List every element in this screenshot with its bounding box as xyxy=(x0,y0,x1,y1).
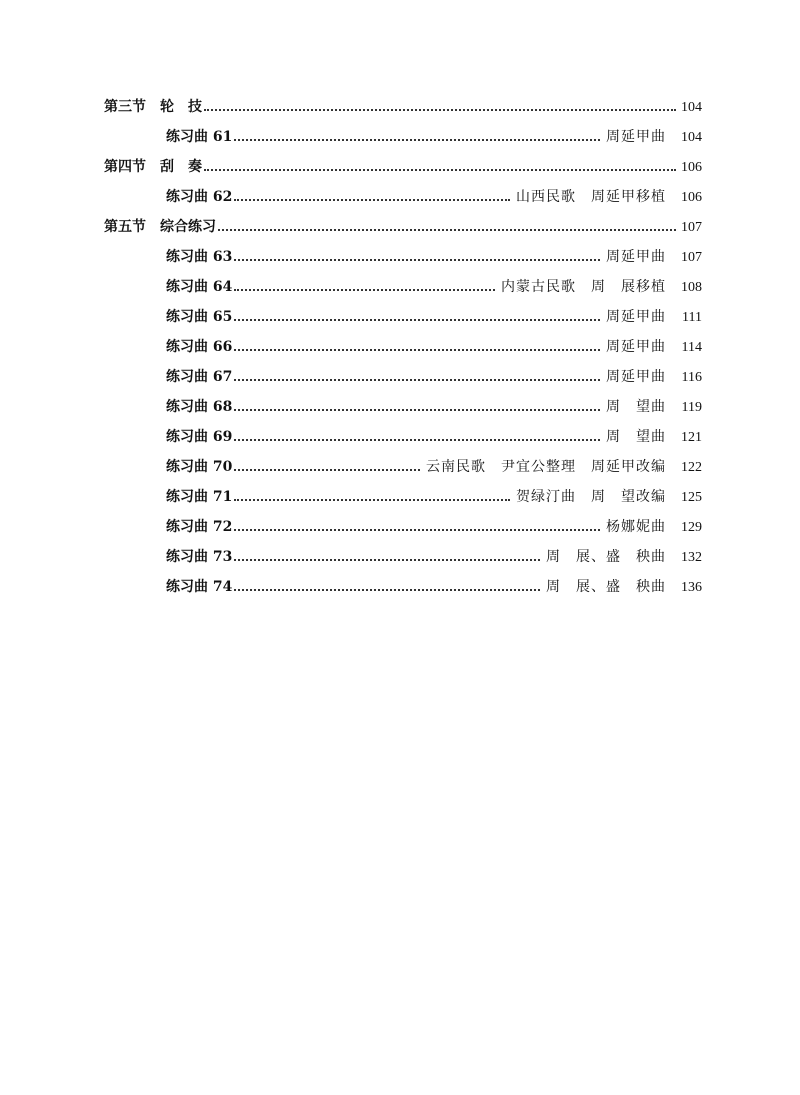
toc-entry-row xyxy=(104,482,702,512)
toc-section-row xyxy=(104,152,702,182)
entry-credit: 周延甲曲 xyxy=(606,339,666,355)
entry-title: 练习曲 72 xyxy=(166,519,233,535)
toc-entry-row xyxy=(104,122,702,152)
entry-title: 练习曲 68 xyxy=(166,399,233,415)
section-title: 刮 奏 xyxy=(160,159,202,175)
dot-leader xyxy=(218,229,676,231)
page-number: 116 xyxy=(681,370,702,385)
page-number: 108 xyxy=(681,280,702,295)
entry-title: 练习曲 70 xyxy=(166,459,233,475)
entry-credit: 周 望曲 xyxy=(606,429,666,445)
entry-credit: 山西民歌 周延甲移植 xyxy=(516,189,666,205)
dot-leader xyxy=(234,499,510,501)
entry-title: 练习曲 61 xyxy=(166,129,233,145)
section-title: 综合练习 xyxy=(160,219,216,235)
section-number: 第三节 xyxy=(104,99,146,115)
dot-leader xyxy=(234,439,600,441)
entry-title: 练习曲 66 xyxy=(166,339,233,355)
page-number: 132 xyxy=(681,550,702,565)
dot-leader xyxy=(234,379,600,381)
toc-section-label xyxy=(104,92,202,122)
dot-leader xyxy=(234,589,540,591)
toc-section-label xyxy=(104,212,216,242)
entry-credit: 贺绿汀曲 周 望改编 xyxy=(516,489,666,505)
entry-credit: 周 展、盛 秧曲 xyxy=(546,549,666,565)
entry-credit: 周延甲曲 xyxy=(606,309,666,325)
page-number: 121 xyxy=(681,430,702,445)
toc-entry-row xyxy=(104,242,702,272)
toc-entry-row xyxy=(104,512,702,542)
entry-title: 练习曲 63 xyxy=(166,249,233,265)
section-number: 第四节 xyxy=(104,159,146,175)
page-number: 119 xyxy=(681,400,702,415)
toc-entry-row xyxy=(104,302,702,332)
dot-leader xyxy=(234,199,510,201)
table-of-contents xyxy=(104,92,702,602)
page-number: 104 xyxy=(681,130,702,145)
section-title: 轮 技 xyxy=(160,99,202,115)
toc-entry-row xyxy=(104,272,702,302)
dot-leader xyxy=(204,169,676,171)
entry-title: 练习曲 71 xyxy=(166,489,233,505)
page-number: 106 xyxy=(681,160,702,175)
dot-leader xyxy=(234,289,495,291)
dot-leader xyxy=(234,259,600,261)
section-number: 第五节 xyxy=(104,219,146,235)
entry-title: 练习曲 73 xyxy=(166,549,233,565)
toc-entry-row xyxy=(104,182,702,212)
entry-credit: 周 展、盛 秧曲 xyxy=(546,579,666,595)
entry-credit: 周延甲曲 xyxy=(606,129,666,145)
toc-entry-row xyxy=(104,422,702,452)
page-number: 107 xyxy=(681,220,702,235)
toc-section-row xyxy=(104,92,702,122)
toc-entry-row xyxy=(104,392,702,422)
dot-leader xyxy=(234,409,600,411)
page-number: 114 xyxy=(681,340,702,355)
toc-entry-row xyxy=(104,452,702,482)
toc-entry-row xyxy=(104,542,702,572)
dot-leader xyxy=(234,469,420,471)
entry-title: 练习曲 62 xyxy=(166,189,233,205)
entry-title: 练习曲 69 xyxy=(166,429,233,445)
dot-leader xyxy=(204,109,676,111)
entry-credit: 杨娜妮曲 xyxy=(606,519,666,535)
entry-credit: 周 望曲 xyxy=(606,399,666,415)
dot-leader xyxy=(234,529,600,531)
entry-credit: 内蒙古民歌 周 展移植 xyxy=(501,279,666,295)
page-number: 107 xyxy=(681,250,702,265)
entry-title: 练习曲 67 xyxy=(166,369,233,385)
page-number: 136 xyxy=(681,580,702,595)
entry-title: 练习曲 64 xyxy=(166,279,233,295)
toc-section-row xyxy=(104,212,702,242)
toc-entry-row xyxy=(104,572,702,602)
page-number: 125 xyxy=(681,490,702,505)
entry-title: 练习曲 74 xyxy=(166,579,233,595)
page-number: 129 xyxy=(681,520,702,535)
dot-leader xyxy=(234,559,540,561)
entry-credit: 周延甲曲 xyxy=(606,249,666,265)
dot-leader xyxy=(234,349,600,351)
toc-entry-row xyxy=(104,332,702,362)
page-number: 111 xyxy=(682,310,702,325)
entry-credit: 云南民歌 尹宜公整理 周延甲改编 xyxy=(426,459,666,475)
entry-credit: 周延甲曲 xyxy=(606,369,666,385)
page-number: 106 xyxy=(681,190,702,205)
toc-section-label xyxy=(104,152,202,182)
toc-entry-row xyxy=(104,362,702,392)
entry-title: 练习曲 65 xyxy=(166,309,233,325)
page-number: 104 xyxy=(681,100,702,115)
dot-leader xyxy=(234,139,600,141)
dot-leader xyxy=(234,319,600,321)
page-number: 122 xyxy=(681,460,702,475)
